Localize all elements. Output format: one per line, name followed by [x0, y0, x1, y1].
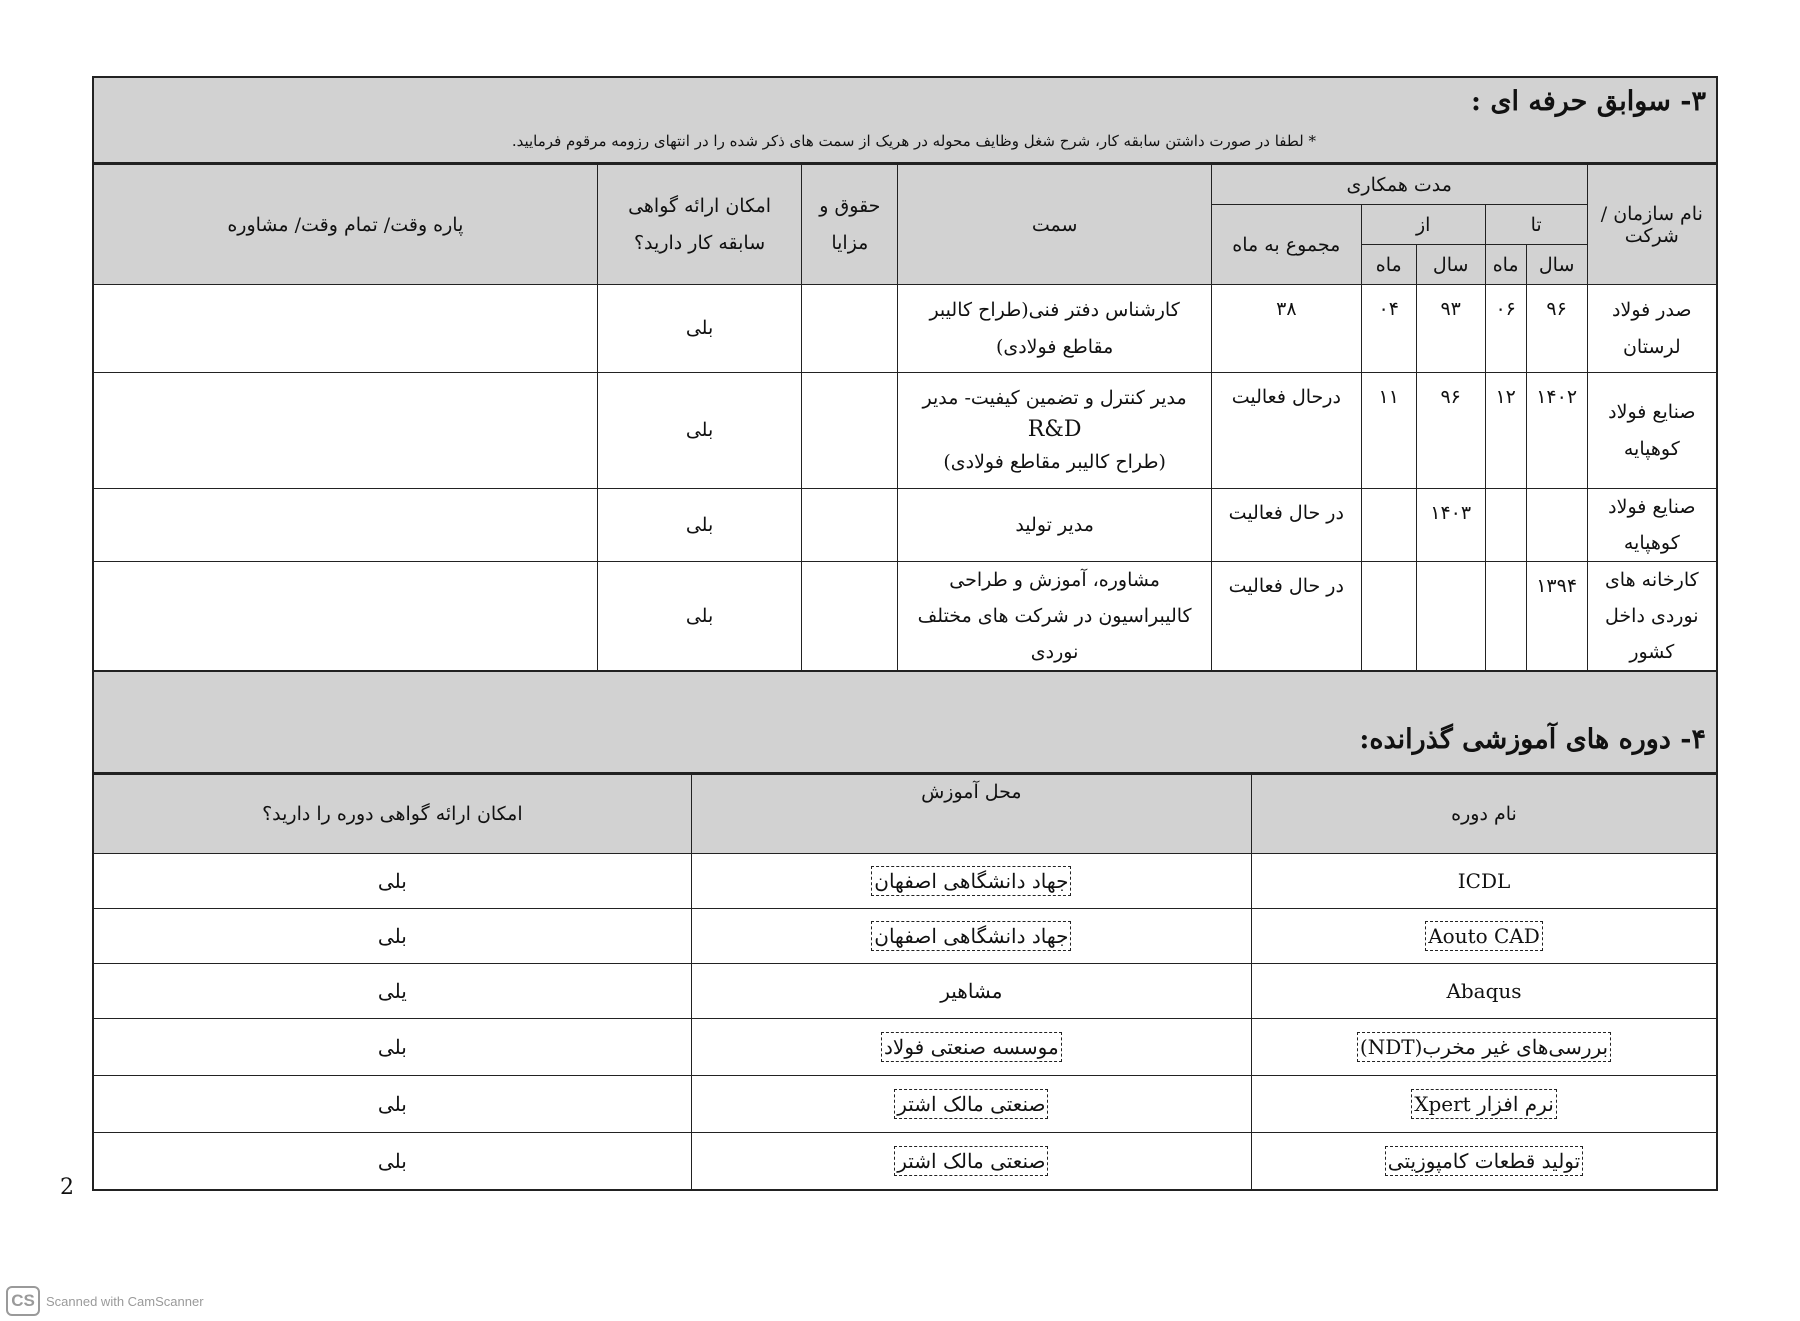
header-from: از [1361, 205, 1485, 245]
table-row [93, 562, 1717, 672]
cell-to-year [1526, 489, 1587, 562]
cell-to-month [1485, 489, 1526, 562]
cell-position [898, 373, 1212, 489]
place-text: جهاد دانشگاهی اصفهان [871, 866, 1071, 896]
course-text: بررسی‌های غیر مخرب(NDT) [1357, 1032, 1611, 1062]
header-type: پاره وقت/ تمام وقت/ مشاوره [93, 165, 597, 285]
cell-to-year: ۱۴۰۲ [1526, 373, 1587, 489]
page-number: 2 [60, 1175, 74, 1200]
cell-total: در حال فعالیت [1211, 489, 1361, 562]
position-extra: R&D [1027, 417, 1082, 443]
place-text: جهاد دانشگاهی اصفهان [871, 921, 1071, 951]
header-to: تا [1485, 205, 1587, 245]
cell-course-certificate: بلی [93, 1076, 691, 1133]
section4-header [92, 672, 1718, 774]
course-text: نرم افزار Xpert [1411, 1089, 1557, 1119]
cell-from-month [1361, 562, 1416, 672]
place-text: موسسه صنعتی فولاد [881, 1032, 1062, 1062]
work-experience-table [92, 164, 1718, 672]
table-row [93, 964, 1717, 1019]
section3-note: * لطفا در صورت داشتن سابقه کار، شرح شغل وظایف محوله در هریک از سمت های ذکر شده را در انتهای رزومه مرقوم فرمایید. [511, 132, 1316, 150]
courses-table [92, 774, 1718, 1191]
position-sub: (طراح کالیبر مقاطع فولادی) [943, 450, 1166, 473]
header-certificate: امکان ارائه گواهی سابقه کار دارید؟ [597, 165, 802, 285]
section3-title: ۳- سوابق حرفه ای : [1471, 86, 1706, 117]
cell-certificate: بلی [597, 562, 802, 672]
cell-to-year: ۹۶ [1526, 285, 1587, 373]
cell-course: Abaqus [1252, 964, 1718, 1019]
cell-course-certificate: بلی [93, 909, 691, 964]
cell-to-year: ۱۳۹۴ [1526, 562, 1587, 672]
camscanner-text: Scanned with CamScanner [46, 1293, 204, 1309]
table-row [93, 1133, 1717, 1191]
cell-position [898, 285, 1212, 373]
table-row [93, 489, 1717, 562]
cell-place [691, 854, 1251, 909]
cell-org: صدر فولاد لرستان [1587, 285, 1717, 373]
section4-title: ۴- دوره های آموزشی گذرانده: [1359, 724, 1706, 756]
cell-to-month: ۱۲ [1485, 373, 1526, 489]
header-from-month: ماه [1361, 245, 1416, 285]
cell-certificate: بلی [597, 489, 802, 562]
cell-salary [802, 285, 898, 373]
cell-type [93, 489, 597, 562]
cell-from-month: ۱۱ [1361, 373, 1416, 489]
header-course: نام دوره [1252, 775, 1718, 854]
cell-course-certificate: بلی [93, 854, 691, 909]
document-page [92, 76, 1718, 1191]
cell-total: ۳۸ [1211, 285, 1361, 373]
cell-org: صنایع فولاد کوهپایه [1587, 373, 1717, 489]
position-text: کارشناس دفتر فنی(طراح کالیبر مقاطع فولادی) [929, 299, 1180, 358]
cell-type [93, 562, 597, 672]
header-to-month: ماه [1485, 245, 1526, 285]
position-text: مدیر کنترل و تضمین کیفیت- مدیر [922, 387, 1187, 410]
cell-from-year: ۱۴۰۳ [1416, 489, 1485, 562]
cell-course [1252, 1133, 1718, 1191]
course-text: Aouto CAD [1425, 921, 1543, 951]
cell-course [1252, 909, 1718, 964]
cell-from-year: ۹۶ [1416, 373, 1485, 489]
cell-certificate: بلی [597, 373, 802, 489]
header-salary: حقوق و مزایا [802, 165, 898, 285]
cell-total: در حال فعالیت [1211, 562, 1361, 672]
cell-course [1252, 1076, 1718, 1133]
camscanner-logo-icon: CS [6, 1286, 40, 1316]
cell-course: ICDL [1252, 854, 1718, 909]
cell-org: کارخانه های نوردی داخل کشور [1587, 562, 1717, 672]
course-text: تولید قطعات کامپوزیتی [1385, 1146, 1583, 1176]
place-text: صنعتی مالک اشتر [894, 1089, 1048, 1119]
section3-header [92, 76, 1718, 164]
cell-from-month [1361, 489, 1416, 562]
cell-type [93, 373, 597, 489]
cell-course-certificate: بلی [93, 1019, 691, 1076]
cell-salary [802, 489, 898, 562]
cell-from-month: ۰۴ [1361, 285, 1416, 373]
table-row [93, 1076, 1717, 1133]
cell-to-month: ۰۶ [1485, 285, 1526, 373]
cell-to-month [1485, 562, 1526, 672]
cell-total: درحال فعالیت [1211, 373, 1361, 489]
cell-place [691, 1076, 1251, 1133]
header-total-months: مجموع به ماه [1211, 205, 1361, 285]
cell-from-year [1416, 562, 1485, 672]
header-duration: مدت همکاری [1211, 165, 1587, 205]
header-place: محل آموزش [691, 775, 1251, 854]
table-row [93, 285, 1717, 373]
cell-type [93, 285, 597, 373]
cell-place: مشاهیر [691, 964, 1251, 1019]
table-row [93, 373, 1717, 489]
cell-place [691, 1133, 1251, 1191]
cell-org: صنایع فولاد کوهپایه [1587, 489, 1717, 562]
cell-course-certificate: یلی [93, 964, 691, 1019]
cell-position: مشاوره، آموزش و طراحی کالیبراسیون در شرکت های مختلف نوردی [898, 562, 1212, 672]
cell-place [691, 1019, 1251, 1076]
cell-from-year: ۹۳ [1416, 285, 1485, 373]
cell-place [691, 909, 1251, 964]
cell-certificate: بلی [597, 285, 802, 373]
cell-salary [802, 373, 898, 489]
cell-salary [802, 562, 898, 672]
cell-position: مدیر تولید [898, 489, 1212, 562]
header-to-year: سال [1526, 245, 1587, 285]
table-row [93, 909, 1717, 964]
table-row [93, 854, 1717, 909]
header-position: سمت [898, 165, 1212, 285]
table-row [93, 1019, 1717, 1076]
cell-course [1252, 1019, 1718, 1076]
header-course-certificate: امکان ارائه گواهی دوره را دارید؟ [93, 775, 691, 854]
header-from-year: سال [1416, 245, 1485, 285]
header-org: نام سازمان / شرکت [1587, 165, 1717, 285]
cell-course-certificate: بلی [93, 1133, 691, 1191]
place-text: صنعتی مالک اشتر [894, 1146, 1048, 1176]
camscanner-watermark [6, 1286, 204, 1316]
